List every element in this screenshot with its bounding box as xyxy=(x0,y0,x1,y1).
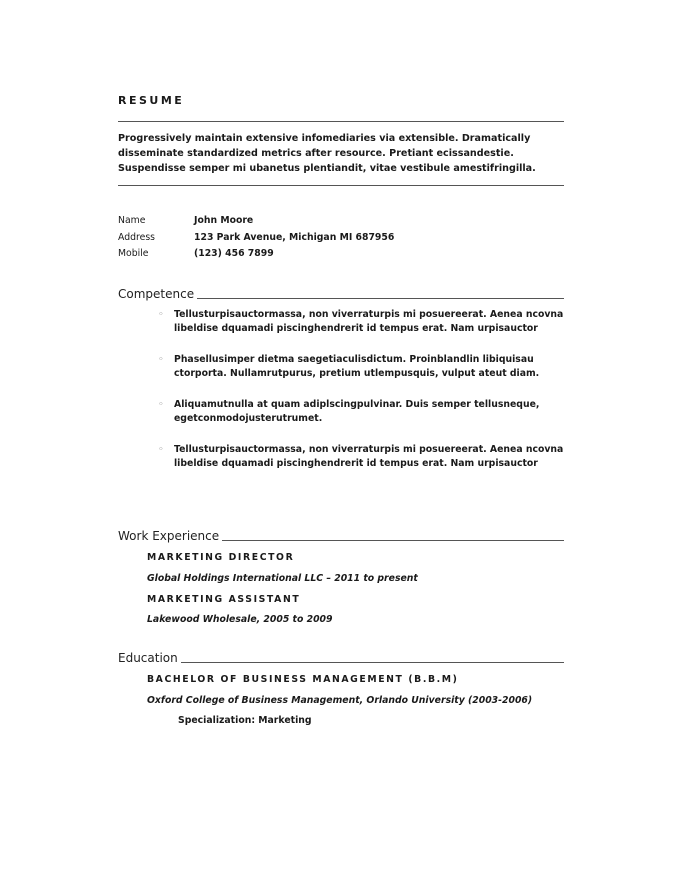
info-row-name xyxy=(118,213,394,230)
job-title: MARKETING ASSISTANT xyxy=(147,594,301,605)
section-title: Work Experience xyxy=(118,529,220,543)
section-rule xyxy=(222,540,564,541)
contact-info xyxy=(118,213,394,263)
bullet-icon: ◦ xyxy=(158,354,164,365)
list-item-text: Tellusturpisauctormassa, non viverraturpis mi posuereerat. Aenea ncovna libeldise dquamadi piscinghendrerit id tempus erat. Nam urpisauctor xyxy=(174,444,564,469)
job-title: MARKETING DIRECTOR xyxy=(147,552,295,563)
section-rule xyxy=(181,662,564,663)
list-item xyxy=(158,443,568,471)
bullet-icon: ◦ xyxy=(158,399,164,410)
bullet-icon: ◦ xyxy=(158,309,164,320)
job-detail: Lakewood Wholesale, 2005 to 2009 xyxy=(147,614,333,625)
education-heading xyxy=(118,651,564,665)
list-item xyxy=(158,308,568,336)
specialization: Specialization: Marketing xyxy=(178,715,312,726)
resume-title: RESUME xyxy=(118,94,185,107)
summary-paragraph: Progressively maintain extensive infomediaries via extensible. Dramatically disseminate standardized metrics after resource. Pretiant ecissandestie. Suspendisse semper mi ubanetus plentiandit, vitae vestibule amestifringilla. xyxy=(118,133,536,174)
summary-rule xyxy=(118,185,564,186)
section-title: Competence xyxy=(118,287,195,301)
info-label: Address xyxy=(118,231,156,243)
list-item xyxy=(158,398,568,426)
section-title: Education xyxy=(118,651,178,665)
degree-title: BACHELOR OF BUSINESS MANAGEMENT (B.B.M) xyxy=(147,674,459,685)
work-experience-heading xyxy=(118,529,564,543)
competence-list xyxy=(158,308,568,488)
list-item-text: Phasellusimper dietma saegetiaculisdictum. Proinblandlin libiquisau ctorporta. Nullamrutpurus, pretium utlempusquis, vulput ateut diam. xyxy=(174,354,540,379)
bullet-icon: ◦ xyxy=(158,444,164,455)
section-rule xyxy=(197,298,564,299)
list-item-text: Tellusturpisauctormassa, non viverraturpis mi posuereerat. Aenea ncovna libeldise dquamadi piscinghendrerit id tempus erat. Nam urpisauctor xyxy=(174,309,564,334)
title-rule xyxy=(118,121,564,122)
info-value: 123 Park Avenue, Michigan MI 687956 xyxy=(194,231,395,243)
info-row-mobile xyxy=(118,246,394,263)
info-row-address xyxy=(118,230,394,247)
job-detail: Global Holdings International LLC – 2011 to present xyxy=(147,573,418,584)
list-item-text: Aliquamutnulla at quam adiplscingpulvinar. Duis semper tellusneque, egetconmodojusterutrumet. xyxy=(174,399,540,424)
info-value: (123) 456 7899 xyxy=(194,248,274,259)
list-item xyxy=(158,353,568,381)
competence-heading xyxy=(118,287,564,301)
school-detail: Oxford College of Business Management, Orlando University (2003-2006) xyxy=(147,695,533,706)
info-label: Mobile xyxy=(118,248,149,259)
info-label: Name xyxy=(118,215,146,226)
info-value: John Moore xyxy=(194,215,254,226)
